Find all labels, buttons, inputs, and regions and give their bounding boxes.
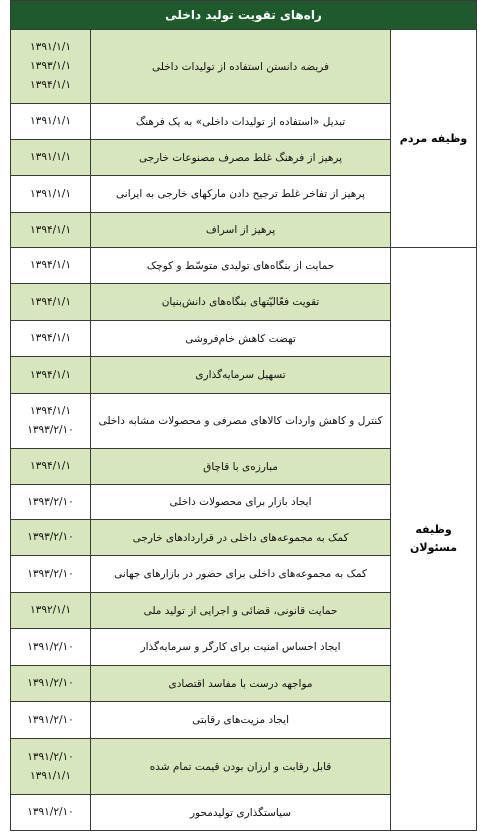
row-dates	[11, 629, 91, 666]
row-dates	[11, 485, 91, 520]
row-text: ایجاد احساس امنیت برای کارگر و سرمایه‌گذار	[91, 629, 391, 666]
table-row	[11, 30, 477, 104]
group-role-officials	[391, 248, 477, 831]
group-role-label: وظیفه مردم	[399, 131, 468, 145]
date-item: ۱۳۹۳/۲/۱۰	[27, 567, 74, 580]
row-text: فریضه دانستن استفاده از تولیدات داخلی	[91, 30, 391, 104]
date-item: ۱۳۹۴/۱/۱	[30, 460, 71, 472]
row-text: تهضت کاهش خام‌فروشی	[91, 321, 391, 357]
row-dates	[11, 702, 91, 739]
row-dates	[11, 176, 91, 213]
row-text: پرهیز از فرهنگ غلط مصرف مصنوعات خارجی	[91, 140, 391, 176]
date-item: ۱۳۹۴/۱/۱	[30, 332, 71, 344]
date-item: ۱۳۹۴/۱/۱	[30, 295, 71, 308]
group-role-people	[391, 30, 477, 248]
row-dates	[11, 449, 91, 485]
row-dates	[11, 104, 91, 140]
row-dates	[11, 556, 91, 593]
row-dates	[11, 666, 91, 702]
table-body	[11, 30, 477, 831]
date-item: ۱۳۹۳/۱/۱	[30, 60, 71, 72]
row-dates	[11, 394, 91, 449]
date-item: ۱۳۹۴/۱/۱	[30, 223, 71, 236]
row-dates	[11, 321, 91, 357]
row-text: ایجاد بازار برای محصولات داخلی	[91, 485, 391, 520]
row-text: حمایت از بنگاه‌های تولیدی متوسّط و کوچک	[91, 248, 391, 284]
date-item: ۱۳۹۱/۱/۱	[30, 115, 71, 127]
row-dates	[11, 248, 91, 284]
row-dates	[11, 739, 91, 795]
date-item: ۱۳۹۴/۱/۱	[30, 79, 71, 91]
date-item: ۱۳۹۱/۱/۱	[30, 769, 71, 782]
date-item: ۱۳۹۱/۱/۱	[30, 151, 71, 163]
row-dates	[11, 284, 91, 321]
row-dates	[11, 520, 91, 556]
date-item: ۱۳۹۱/۲/۱۰	[27, 677, 74, 689]
date-item: ۱۳۹۱/۲/۱۰	[27, 806, 74, 818]
row-text: پرهیز از تفاخر غلط ترجیح دادن مارکهای خارجی به ایرانی	[91, 176, 391, 213]
row-dates	[11, 140, 91, 176]
row-dates	[11, 593, 91, 629]
date-item: ۱۳۹۱/۱/۱	[30, 187, 71, 200]
date-item: ۱۳۹۱/۲/۱۰	[27, 750, 74, 763]
row-text: پرهیز از اسراف	[91, 213, 391, 248]
table-header-row	[11, 1, 477, 30]
group-role-label: وظیفه	[415, 523, 452, 536]
row-text: قابل رقابت و ارزان بودن قیمت تمام شده	[91, 739, 391, 795]
date-item: ۱۳۹۱/۲/۱۰	[27, 713, 74, 726]
date-item: ۱۳۹۱/۲/۱۰	[27, 640, 74, 653]
row-text: کنترل و کاهش واردات کالاهای مصرفی و محصولات مشابه داخلی	[91, 394, 391, 449]
table-row	[11, 248, 477, 284]
row-dates	[11, 30, 91, 104]
date-item: ۱۳۹۳/۲/۱۰	[27, 495, 74, 508]
date-item: ۱۳۹۴/۱/۱	[30, 259, 71, 271]
row-text: سیاستگذاری تولیدمحور	[91, 795, 391, 831]
row-text: تبدیل «استفاده از تولیدات داخلی» به یک فرهنگ	[91, 104, 391, 140]
row-dates	[11, 795, 91, 831]
table-title: راه‌های تقویت تولید داخلی	[11, 1, 477, 30]
date-item: ۱۳۹۴/۱/۱	[30, 405, 71, 417]
row-text: حمایت قانونی، قضائی و اجرایی از تولید ملی	[91, 593, 391, 629]
row-text: کمک به مجموعه‌های داخلی برای حضور در بازارهای جهانی	[91, 556, 391, 593]
row-text: تسهیل سرمایه‌گذاری	[91, 357, 391, 394]
date-item: ۱۳۹۳/۲/۱۰	[27, 531, 74, 543]
row-text: مبارزه‌ی با قاچاق	[91, 449, 391, 485]
row-dates	[11, 357, 91, 394]
row-dates	[11, 213, 91, 248]
date-item: ۱۳۹۴/۱/۱	[30, 368, 71, 381]
row-text: تقویت فعّالیّتهای بنگاه‌های دانش‌بنیان	[91, 284, 391, 321]
strategy-table	[10, 0, 477, 831]
row-text: مواجهه درست با مفاسد اقتصادی	[91, 666, 391, 702]
date-item: ۱۳۹۱/۱/۱	[30, 41, 71, 53]
date-item: ۱۳۹۳/۲/۱۰	[27, 424, 74, 436]
row-text: ایجاد مزیت‌های رقابتی	[91, 702, 391, 739]
row-text: کمک به مجموعه‌های داخلی در قراردادهای خارجی	[91, 520, 391, 556]
date-item: ۱۳۹۲/۱/۱	[30, 604, 71, 616]
group-role-label: مسئولان	[410, 541, 458, 554]
